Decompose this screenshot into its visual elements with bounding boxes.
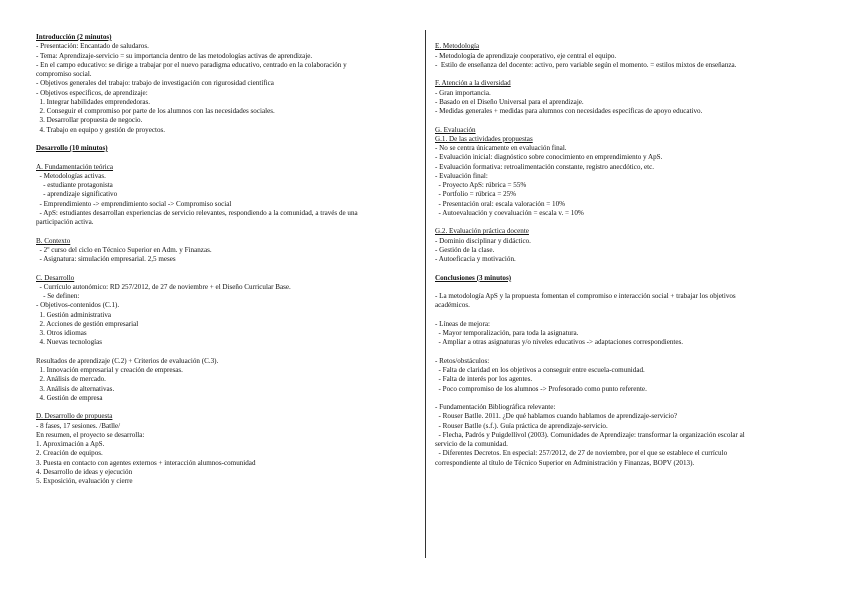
text-line: - Evaluación final: bbox=[435, 171, 488, 180]
text-line: - Objetivos específicos, de aprendizaje: bbox=[36, 88, 148, 97]
subsection-heading: C. Desarrollo bbox=[36, 273, 75, 282]
text-line: - aprendizaje significativo bbox=[36, 190, 118, 199]
text-line: 1. Integrar habilidades emprendedoras. bbox=[36, 97, 151, 106]
text-line: 2. Acciones de gestión empresarial bbox=[36, 319, 139, 328]
spacer bbox=[435, 283, 815, 292]
section-heading: Introducción (2 minutos) bbox=[36, 33, 112, 41]
text-line: participación activa. bbox=[36, 218, 94, 226]
text-line: - Evaluación formativa: retroalimentación constante, registro anecdótico, etc. bbox=[435, 162, 655, 171]
text-line: - Fundamentación Bibliográfica relevante: bbox=[435, 403, 556, 411]
subsection-heading: G.1. De las actividades propuestas bbox=[435, 134, 533, 143]
text-line: - Se definen: bbox=[36, 292, 80, 300]
text-line: - Evaluación inicial: diagnóstico sobre conocimiento en emprendimiento y ApS. bbox=[435, 153, 663, 162]
text-line: - Poco compromiso de los alumnos -> Profesorado como punto referente. bbox=[435, 384, 647, 393]
text-line: - Mayor temporalización, para toda la asignatura. bbox=[435, 329, 579, 337]
text-line: - Autoeficacia y motivación. bbox=[435, 255, 516, 263]
text-line: 4. Desarrollo de ideas y ejecución bbox=[36, 467, 133, 476]
column-divider bbox=[425, 30, 426, 558]
spacer bbox=[435, 33, 815, 42]
section-heading: Conclusiones (3 minutos) bbox=[435, 273, 512, 282]
right-column bbox=[435, 33, 815, 468]
subsection-heading: A. Fundamentación teórica bbox=[36, 162, 114, 171]
text-line: 5. Exposición, evaluación y cierre bbox=[36, 477, 133, 485]
text-line: - Portfolio = rúbrica = 25% bbox=[435, 190, 517, 199]
spacer bbox=[435, 218, 815, 227]
spacer bbox=[435, 394, 815, 403]
text-line: - Presentación: Encantado de saludaros. bbox=[36, 42, 149, 51]
text-line: - estudiante protagonista bbox=[36, 181, 113, 189]
text-line: - Estilo de enseñanza del docente: activo, pero variable según el momento. = estilos mixtos de enseñanza. bbox=[435, 60, 737, 69]
text-line: 3. Puesta en contacto con agentes externos + interacción alumnos-comunidad bbox=[36, 458, 256, 467]
section-heading: Desarrollo (10 minutos) bbox=[36, 144, 108, 152]
subsection-heading: B. Contexto bbox=[36, 236, 71, 245]
spacer bbox=[435, 116, 815, 125]
text-line: 3. Otros idiomas bbox=[36, 329, 87, 337]
text-line: - Líneas de mejora: bbox=[435, 319, 490, 328]
text-line: - Tema: Aprendizaje-servicio = su importancia dentro de las metodologías activas de aprendizaje. bbox=[36, 51, 313, 60]
text-line: 4. Gestión de empresa bbox=[36, 393, 103, 402]
text-line: - Emprendimiento -> emprendimiento social -> Compromiso social bbox=[36, 199, 232, 208]
text-line: - Medidas generales + medidas para alumnos con necesidades específicas de apoyo educativo. bbox=[435, 107, 703, 115]
spacer bbox=[36, 227, 416, 236]
text-line: Resultados de aprendizaje (C.2) + Criterios de evaluación (C.3). bbox=[36, 356, 219, 365]
text-line: - Objetivos-contenidos (C.1). bbox=[36, 301, 120, 310]
spacer bbox=[36, 403, 416, 412]
text-line: - Currículo autonómico: RD 257/2012, de 27 de noviembre + el Diseño Curricular Base. bbox=[36, 282, 291, 291]
subsection-heading: G. Evaluación bbox=[435, 125, 476, 134]
text-line: - Diferentes Decretos. En especial: 257/2012, de 27 de noviembre, por el que se establece el currículo bbox=[435, 449, 728, 458]
text-line: - En el campo educativo: se dirige a trabajar por el nuevo paradigma educativo, centrado en la colaboración y bbox=[36, 60, 347, 69]
text-line: - Asignatura: simulación empresarial. 2,5 meses bbox=[36, 255, 176, 263]
spacer bbox=[36, 135, 416, 144]
subsection-heading: D. Desarrollo de propuesta bbox=[36, 412, 113, 421]
text-line: - Gran importancia. bbox=[435, 88, 491, 97]
text-line: - No se centra únicamente en evaluación final. bbox=[435, 144, 567, 152]
text-line: - Metodologías activas. bbox=[36, 171, 106, 180]
text-line: - Rouser Batlle (s.f.). Guía práctica de aprendizaje-servicio. bbox=[435, 421, 608, 430]
text-line: 1. Gestión administrativa bbox=[36, 310, 112, 319]
text-line: - Presentación oral: escala valoración = 10% bbox=[435, 199, 566, 208]
text-line: - Dominio disciplinar y didáctico. bbox=[435, 236, 531, 245]
text-line: - Metodología de aprendizaje cooperativo, eje central el equipo. bbox=[435, 51, 617, 60]
text-line: 2. Conseguir el compromiso por parte de los alumnos con las necesidades sociales. bbox=[36, 107, 275, 115]
text-line: - La metodología ApS y la propuesta fomentan el compromiso e interacción social + trabajar los objetivos bbox=[435, 292, 736, 300]
text-line: - Gestión de la clase. bbox=[435, 245, 495, 254]
spacer bbox=[36, 348, 416, 357]
text-line: - Basado en el Diseño Universal para el aprendizaje. bbox=[435, 97, 584, 106]
text-line: - 8 fases, 17 sesiones. /Batlle/ bbox=[36, 421, 121, 430]
text-line: - Objetivos generales del trabajo: trabajo de investigación con rigurosidad científica bbox=[36, 79, 274, 88]
subsection-heading: G.2. Evaluación práctica docente bbox=[435, 227, 529, 236]
text-line: 1. Aproximación a ApS. bbox=[36, 440, 105, 448]
spacer bbox=[435, 264, 815, 273]
text-line: - Falta de interés por los agentes. bbox=[435, 375, 533, 384]
spacer bbox=[36, 153, 416, 162]
text-line: - Flecha, Padrós y Puigdellívol (2003). Comunidades de Aprendizaje: transformar la organización escolar al bbox=[435, 430, 745, 439]
text-line: - Falta de claridad en los objetivos a conseguir entre escuela-comunidad. bbox=[435, 366, 645, 374]
text-line: - Ampliar a otras asignaturas y/o niveles educativos -> adaptaciones correspondientes. bbox=[435, 338, 684, 347]
spacer bbox=[36, 264, 416, 273]
text-line: 2. Creación de equipos. bbox=[36, 449, 103, 458]
text-line: - Proyecto ApS: rúbrica = 55% bbox=[435, 181, 527, 189]
subsection-heading: F. Atención a la diversidad bbox=[435, 79, 511, 88]
text-line: 2. Análisis de mercado. bbox=[36, 375, 106, 384]
text-line: - 2º curso del ciclo en Técnico Superior en Adm. y Finanzas. bbox=[36, 245, 212, 254]
text-line: - Autoevaluación y coevaluación = escala v. = 10% bbox=[435, 208, 584, 217]
text-line: - ApS: estudiantes desarrollan experiencias de servicio relevantes, respondiendo a la comunidad, a través de una bbox=[36, 208, 358, 217]
spacer bbox=[435, 311, 815, 320]
text-line: 3. Desarrollar propuesta de negocio. bbox=[36, 116, 143, 125]
text-line: - Retos/obstáculos: bbox=[435, 356, 490, 365]
text-line: compromiso social. bbox=[36, 70, 92, 78]
text-line: servicio de la comunidad. bbox=[435, 440, 508, 448]
left-column bbox=[36, 33, 416, 486]
text-line: correspondiente al título de Técnico Superior en Administración y Finanzas, BOPV (2013). bbox=[435, 458, 695, 467]
spacer bbox=[435, 70, 815, 79]
text-line: 4. Trabajo en equipo y gestión de proyectos. bbox=[36, 125, 166, 134]
text-line: En resumen, el proyecto se desarrolla: bbox=[36, 430, 145, 439]
text-line: académicos. bbox=[435, 301, 470, 310]
text-line: 3. Análisis de alternativas. bbox=[36, 384, 115, 393]
text-line: 1. Innovación empresarial y creación de empresas. bbox=[36, 366, 183, 374]
text-line: 4. Nuevas tecnologías bbox=[36, 338, 102, 347]
spacer bbox=[435, 348, 815, 357]
text-line: - Rouser Batlle. 2011. ¿De qué hablamos cuando hablamos de aprendizaje-servicio? bbox=[435, 412, 678, 421]
subsection-heading: E. Metodología bbox=[435, 42, 480, 51]
